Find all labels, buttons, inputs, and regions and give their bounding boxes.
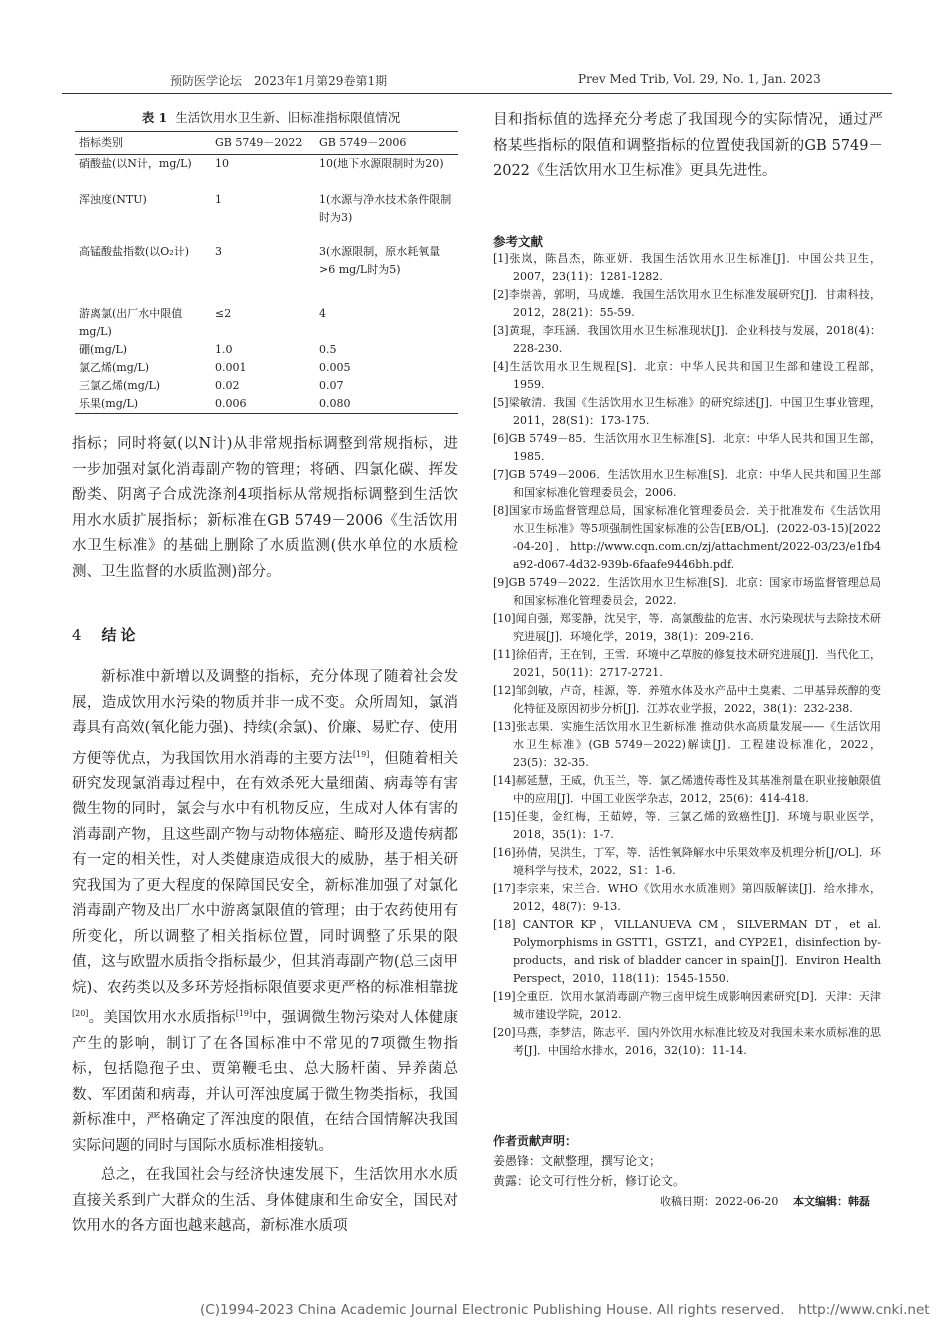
table-cell: ≤2 — [215, 306, 232, 320]
reference-item: [17]李宗来，宋兰合．WHO《饮用水水质准则》第四版解读[J]．给水排水，2012，48(7)：9-13. — [493, 882, 881, 913]
table-cell: 0.001 — [215, 360, 247, 374]
table-cell: 硼(mg/L) — [79, 342, 128, 356]
reference-item: [14]郝延慧，王威，仇玉兰，等．氯乙烯遗传毒性及其基准剂量在职业接触限值中的应用[J]．中国工业医学杂志，2012，25(6)：414-418. — [493, 774, 881, 805]
section-number: 4 — [72, 626, 82, 644]
table-row — [75, 155, 458, 191]
conclusion-text: 中，强调微生物污染对人体健康产生的影响，制订了在各国标准中不常见的7项微生物指标，包括隐孢子虫、贾第鞭毛虫、总大肠杆菌、异养菌总数、军团菌和病毒，并认可浑浊度属于微生物类指标，我国新标准中，严格确定了浑浊度的限值，在结合国情解决我国实际问题的同时与国际水质标准相接轨。 — [72, 1010, 459, 1154]
conclusion-paragraph — [72, 665, 458, 1159]
reference-item: [13]张志果．实施生活饮用水卫生新标准 推动供水高质量发展——《生活饮用水卫生标准》(GB 5749－2022)解读[J]．工程建设标准化，2022，23(5)：32-35. — [493, 720, 881, 769]
summary-paragraph: 总之，在我国社会与经济快速发展下，生活饮用水水质直接关系到广大群众的生活、身体健康和生命安全，国民对饮用水的各方面也越来越高，新标准水质项 — [72, 1167, 458, 1234]
citation: [19] — [352, 749, 370, 759]
table-row — [75, 341, 458, 359]
standards-table — [75, 131, 458, 414]
section-heading — [72, 624, 140, 645]
table-cell: 10(地下水源限制时为20) — [319, 157, 444, 170]
table-cell: 10 — [215, 157, 229, 170]
table-header-cell: GB 5749－2022 — [211, 132, 315, 155]
conclusion-text: 新标准中新增以及调整的指标，充分体现了随着社会发展，造成饮用水污染的物质并非一成不变。众所周知，氯消毒具有高效(氧化能力强)、持续(余氯)、价廉、易贮存、使用方便等优点，为我国饮用水消毒的主要方法 — [72, 669, 458, 767]
table-cell: 0.005 — [319, 360, 351, 374]
table-header-row — [75, 132, 458, 155]
table-cell: 1(水源与净水技术条件限制时为3) — [319, 192, 452, 224]
citation: [20] — [72, 1009, 89, 1019]
running-header-right: Prev Med Trib, Vol. 29, No. 1, Jan. 2023 — [578, 72, 821, 86]
copyright-footer: (C)1994-2023 China Academic Journal Electronic Publishing House. All rights reserved. http://www.cnki.net — [200, 1302, 930, 1318]
reference-item: [11]徐佰青，王在钊，王雪．环境中乙草胺的修复技术研究进展[J]．当代化工，2021，50(11)：2717-2721. — [493, 648, 881, 679]
table-row — [75, 191, 458, 243]
citation: [19] — [235, 1009, 253, 1019]
table-caption — [86, 108, 456, 126]
table-cell: 0.5 — [319, 342, 337, 356]
reference-item: [7]GB 5749－2006．生活饮用水卫生标准[S]．北京：中华人民共和国卫生部和国家标准化管理委员会，2006. — [493, 468, 881, 499]
table-cell: 1 — [215, 192, 222, 206]
reference-item: [1]张岚，陈昌杰，陈亚妍．我国生活饮用水卫生标准[J]．中国公共卫生，2007，23(11)：1281-1282. — [493, 252, 881, 283]
table-header-cell: 指标类别 — [75, 132, 211, 155]
received-date: 收稿日期：2022-06-20 — [660, 1195, 779, 1208]
table-cell: 浑浊度(NTU) — [79, 192, 147, 206]
table-row — [75, 243, 458, 305]
table-cell: 游离氯(出厂水中限值 mg/L) — [79, 306, 183, 338]
table-cell: 高锰酸盐指数(以O₂计) — [79, 244, 190, 258]
references-heading: 参考文献 — [493, 234, 544, 249]
table-cell: 0.07 — [319, 378, 344, 392]
table-row — [75, 359, 458, 377]
table-row — [75, 377, 458, 395]
body-paragraph: 指标；同时将氨(以N计)从非常规指标调整到常规指标，进一步加强对氯化消毒副产物的管理；将硒、四氯化碳、挥发酚类、阴离子合成洗涤剂4项指标从常规指标调整到生活饮用水水质扩展指标；新标准在GB 5749－2006《生活饮用水卫生标准》的基础上删除了水质监测(供水单位的水质检测、卫生监督的水质监测)部分。 — [72, 436, 458, 580]
table-cell: 乐果(mg/L) — [75, 395, 211, 414]
table-cell: 0.02 — [215, 378, 240, 392]
table-cell: 三氯乙烯(mg/L) — [79, 378, 161, 392]
reference-list — [493, 250, 881, 1060]
reference-item: [3]黄琨，李珏涵．我国饮用水卫生标准现状[J]．企业科技与发展，2018(4)：228-230. — [493, 324, 881, 355]
reference-item: [2]李崇善，郭明，马成雄．我国生活饮用水卫生标准发展研究[J]．甘肃科技，2012，28(21)：55-59. — [493, 288, 881, 319]
contribution-line: 黄露：论文可行性分析，修订论文。 — [493, 1174, 686, 1188]
table-caption-label: 表 1 — [141, 110, 168, 125]
table-row — [75, 305, 458, 341]
reference-item: [6]GB 5749－85．生活饮用水卫生标准[S]．北京：中华人民共和国卫生部，1985. — [493, 432, 881, 463]
conclusion-text: 。美国饮用水水质指标 — [88, 1010, 236, 1027]
running-header-left: 预防医学论坛 2023年1月第29卷第1期 — [170, 74, 388, 88]
table-cell: 0.080 — [315, 395, 458, 414]
table-caption-text: 生活饮用水卫生新、旧标准指标限值情况 — [175, 110, 401, 125]
contribution-heading: 作者贡献声明： — [493, 1134, 578, 1148]
contribution-line: 姜愚锋：文献整理，撰写论文； — [493, 1154, 662, 1168]
conclusion-text: ，但随着相关研究发现氯消毒过程中，在有效杀死大量细菌、病毒等有害微生物的同时，氯会与水中有机物反应，生成对人体有害的消毒副产物，且这些副产物与动物体癌症、畸形及遗传病都有一定的相关性，对人类健康造成很大的威胁，基于相关研究我国为了更大程度的保障国民安全，新标准加强了对氯化消毒副产物及出厂水中游离氯限值的管理；由于农药使用有所变化，所以调整了相关指标位置，同时调整了乐果的限值，这与欧盟水质指令指标最少，但其消毒副产物(总三卤甲烷)、农药类以及多环芳烃指标限值要求更严格的标准相靠拢 — [72, 750, 459, 996]
table-cell: 4 — [319, 306, 326, 320]
reference-item: [10]闻自强，郑雯静，沈吴宇，等．高氯酸盐的危害、水污染现状与去除技术研究进展[J]．环境化学，2019，38(1)：209-216. — [493, 612, 881, 643]
table-cell: 硝酸盐(以N计，mg/L) — [79, 157, 192, 170]
reference-item: [9]GB 5749－2022．生活饮用水卫生标准[S]．北京：国家市场监督管理总局和国家标准化管理委员会，2022. — [493, 576, 881, 607]
header-rule — [62, 93, 892, 94]
section-title: 结论 — [101, 626, 140, 644]
reference-item: [4]生活饮用水卫生规程[S]．北京：中华人民共和国卫生部和建设工程部，1959. — [493, 360, 881, 391]
table-cell: 3(水源限制，原水耗氧量>6 mg/L时为5) — [319, 244, 441, 276]
reference-item: [12]邹剑敏，卢奇，桂源，等．养殖水体及水产品中土臭素、二甲基异莰醇的变化特征及原因初步分析[J]．江苏农业学报，2022，38(1)：232-238. — [493, 684, 881, 715]
reference-item: [16]孙倩，吴洪生，丁军，等．活性氧降解水中乐果效率及机理分析[J/OL]．环境科学与技术，2022，S1：1-6. — [493, 846, 881, 877]
reference-item: [19]仝重臣．饮用水氯消毒副产物三卤甲烷生成影响因素研究[D]．天津：天津城市建设学院，2012. — [493, 990, 881, 1021]
reference-item: [18] CANTOR KP，VILLANUEVA CM，SILVERMAN DT，et al. Polymorphisms in GSTT1，GSTZ1，and CYP2E1，disinfection by-products，and risk of bladder cancer in spain[J]．Environ Health Perspect，2010，118(11)：1545-1550. — [493, 918, 881, 985]
body-paragraph: 目和指标值的选择充分考虑了我国现今的实际情况，通过严格某些指标的限值和调整指标的位置使我国新的GB 5749－2022《生活饮用水卫生标准》更具先进性。 — [493, 112, 883, 179]
table-cell: 1.0 — [215, 342, 233, 356]
table-cell: 氯乙烯(mg/L) — [79, 360, 150, 374]
reference-item: [5]梁敏清．我国《生活饮用水卫生标准》的研究综述[J]．中国卫生事业管理，2011，28(S1)：173-175. — [493, 396, 881, 427]
table-cell: 3 — [215, 244, 222, 258]
table-header-cell: GB 5749－2006 — [315, 132, 458, 155]
reference-item: [15]任斐，金红梅，王茹婷，等．三氯乙烯的致癌性[J]．环境与职业医学，2018，35(1)：1-7. — [493, 810, 881, 841]
reference-item: [8]国家市场监督管理总局，国家标准化管理委员会．关于批准发布《生活饮用水卫生标准》等5项强制性国家标准的公告[EB/OL]．(2022-03-15)[2022-04-20]．http://www.cqn.com.cn/zj/attachment/2022-03/23/e1fb4a92-d067-4d32-939b-6faafe9446bh.pdf. — [493, 504, 881, 571]
editor: 本文编辑：韩磊 — [793, 1195, 870, 1208]
reference-item: [20]马燕，李梦洁，陈志平．国内外饮用水标准比较及对我国未来水质标准的思考[J]．中国给水排水，2016，32(10)：11-14. — [493, 1026, 881, 1057]
table-cell: 0.006 — [211, 395, 315, 414]
table-row — [75, 395, 458, 414]
